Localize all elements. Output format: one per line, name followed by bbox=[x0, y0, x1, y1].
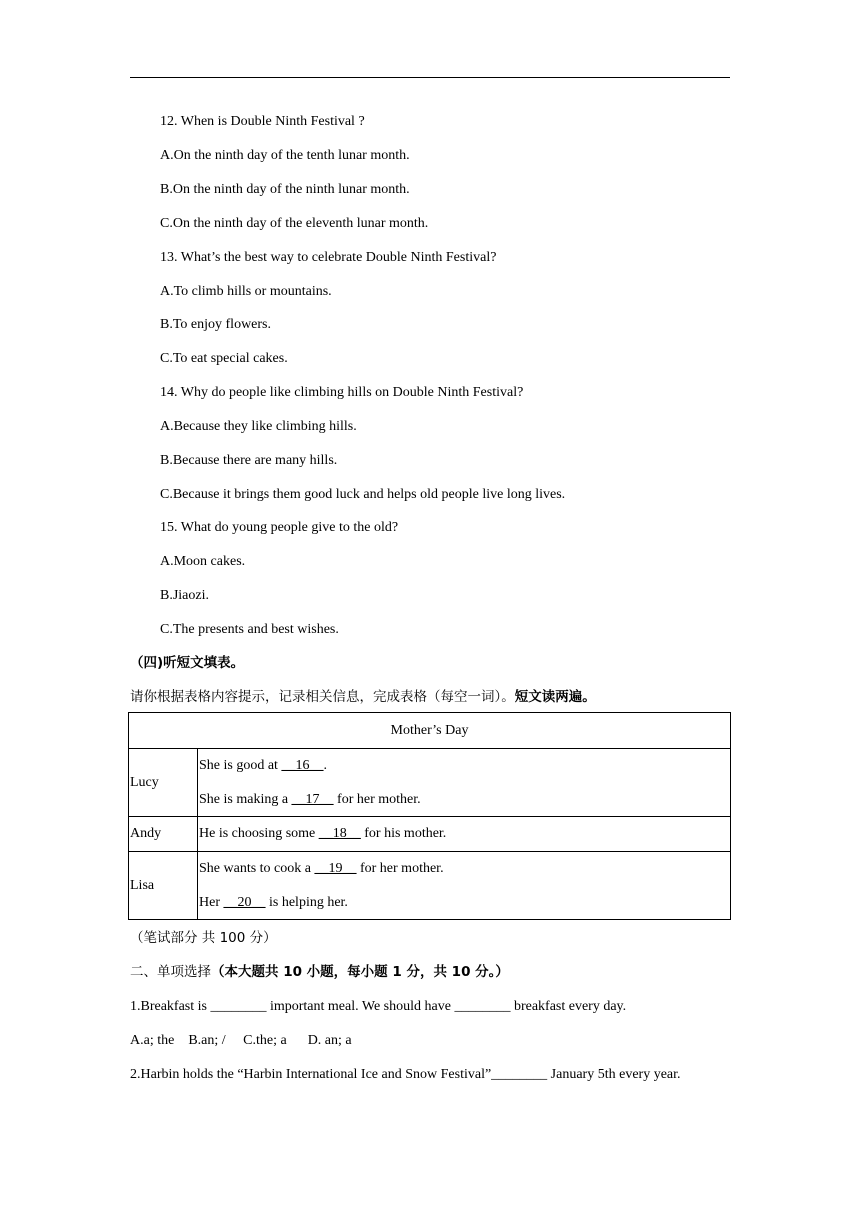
lisa-line-1: She wants to cook a __19__ for her mother. bbox=[199, 861, 444, 876]
option-13a: A.To climb hills or mountains. bbox=[160, 284, 332, 299]
lucy-line-2: She is making a __17__ for her mother. bbox=[199, 792, 421, 807]
row-name-lisa: Lisa bbox=[130, 878, 155, 893]
blank-17: __17__ bbox=[291, 792, 334, 807]
question-14: 14. Why do people like climbing hills on Double Ninth Festival? bbox=[160, 385, 524, 400]
question-12: 12. When is Double Ninth Festival ? bbox=[160, 114, 365, 129]
blank-18: __18__ bbox=[318, 826, 361, 841]
row-name-lucy: Lucy bbox=[130, 775, 159, 790]
header-rule bbox=[130, 77, 730, 78]
lucy-line-1: She is good at __16__. bbox=[199, 758, 327, 773]
question-15: 15. What do young people give to the old? bbox=[160, 520, 399, 535]
option-13c: C.To eat special cakes. bbox=[160, 351, 288, 366]
section4-instruction: 请你根据表格内容提示，记录相关信息，完成表格（每空一词）。短文读两遍。 bbox=[130, 689, 596, 705]
question-13: 13. What’s the best way to celebrate Double Ninth Festival? bbox=[160, 250, 497, 265]
blank-20: __20__ bbox=[223, 895, 266, 910]
blank-16: __16__ bbox=[281, 758, 324, 773]
andy-line-1: He is choosing some __18__ for his mother. bbox=[199, 826, 447, 841]
blank-19: __19__ bbox=[314, 861, 357, 876]
mc-question-2: 2.Harbin holds the “Harbin International Ice and Snow Festival”________ January 5th every year. bbox=[130, 1067, 681, 1082]
mc-question-1: 1.Breakfast is ________ important meal. We should have ________ breakfast every day. bbox=[130, 999, 627, 1014]
option-12a: A.On the ninth day of the tenth lunar month. bbox=[160, 148, 410, 163]
lisa-line-2: Her __20__ is helping her. bbox=[199, 895, 348, 910]
option-15a: A.Moon cakes. bbox=[160, 554, 246, 569]
option-14a: A.Because they like climbing hills. bbox=[160, 419, 357, 434]
mothers-day-table bbox=[128, 712, 731, 920]
option-12c: C.On the ninth day of the eleventh lunar month. bbox=[160, 216, 429, 231]
table-title: Mother’s Day bbox=[390, 723, 469, 738]
option-15c: C.The presents and best wishes. bbox=[160, 622, 339, 637]
written-part-note: （笔试部分 共 100 分） bbox=[130, 930, 277, 946]
option-12b: B.On the ninth day of the ninth lunar month. bbox=[160, 182, 410, 197]
option-15b: B.Jiaozi. bbox=[160, 588, 209, 603]
section2-heading: 二、单项选择（本大题共 10 小题，每小题 1 分，共 10 分。） bbox=[130, 964, 509, 980]
section4-heading: （四)听短文填表。 bbox=[130, 655, 245, 671]
mc-options-1: A.a; the B.an; / C.the; a D. an; a bbox=[130, 1033, 352, 1048]
option-13b: B.To enjoy flowers. bbox=[160, 317, 272, 332]
row-name-andy: Andy bbox=[130, 826, 162, 841]
option-14c: C.Because it brings them good luck and helps old people live long lives. bbox=[160, 487, 566, 502]
option-14b: B.Because there are many hills. bbox=[160, 453, 338, 468]
